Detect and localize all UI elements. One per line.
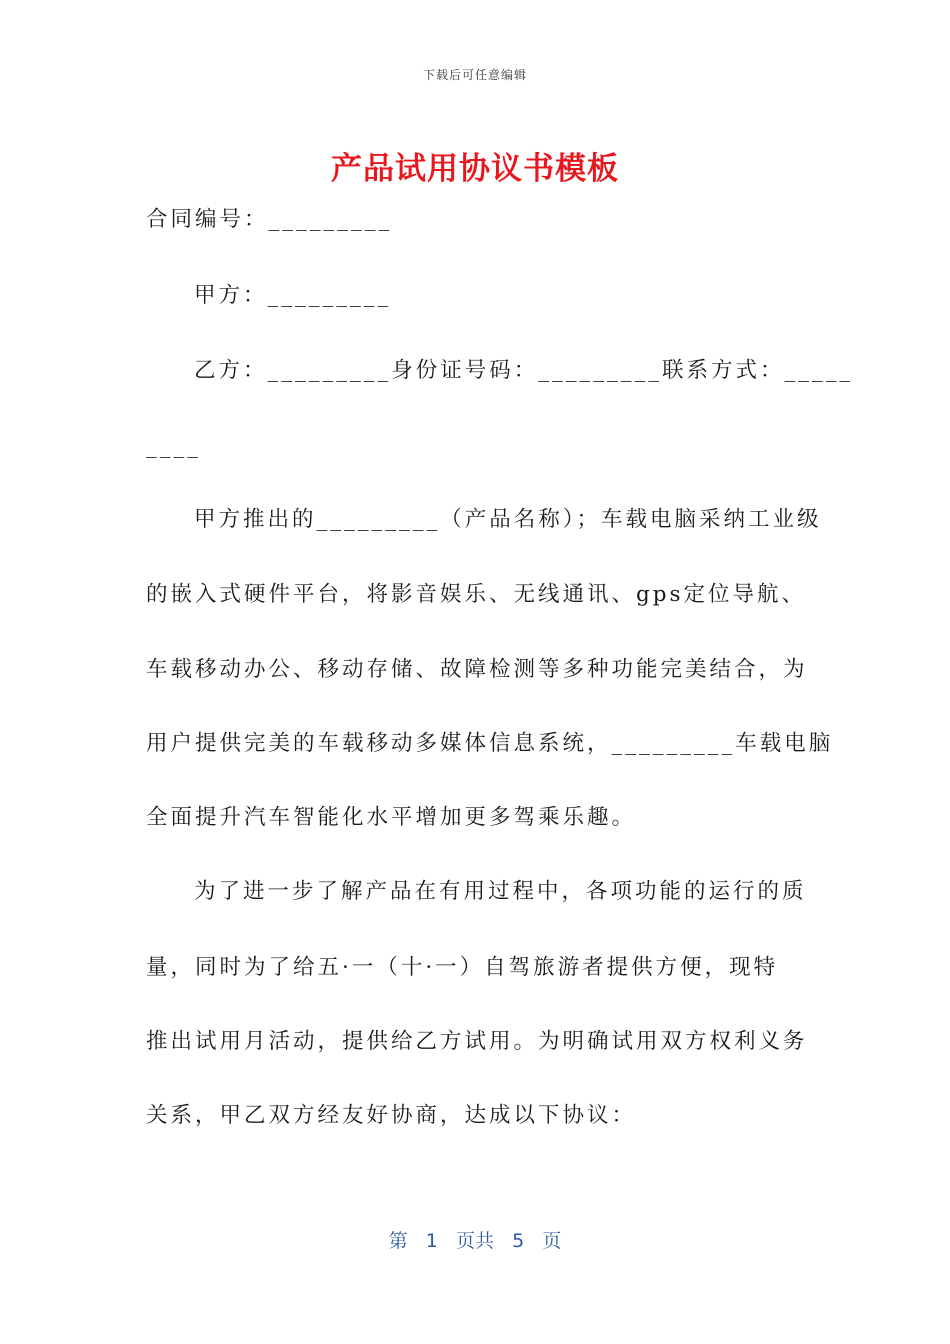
page-number-footer xyxy=(0,1226,950,1253)
paragraph-line: 甲方推出的_________（产品名称）；车载电脑采纳工业级 xyxy=(194,507,822,532)
party-b-line-continued: ____ xyxy=(146,434,201,459)
paragraph-line: 关系，甲乙双方经友好协商，达成以下协议： xyxy=(146,1103,637,1128)
total-pages-number: 5 xyxy=(512,1230,525,1252)
paragraph-line: 的嵌入式硬件平台，将影音娱乐、无线通讯、gps定位导航、 xyxy=(146,582,807,607)
document-title: 产品试用协议书模板 xyxy=(331,151,619,187)
paragraph-line: 用户提供完美的车载移动多媒体信息系统，_________车载电脑 xyxy=(146,731,834,756)
header-note: 下载后可任意编辑 xyxy=(422,68,527,82)
contract-number-line: 合同编号：_________ xyxy=(146,207,393,232)
paragraph-line: 量，同时为了给五·一（十·一）自驾旅游者提供方便，现特 xyxy=(146,955,779,980)
current-page-number: 1 xyxy=(425,1230,438,1252)
paragraph-line: 为了进一步了解产品在有用过程中，各项功能的运行的质 xyxy=(194,879,807,904)
footer-prefix: 第 xyxy=(388,1230,408,1252)
paragraph-line: 车载移动办公、移动存储、故障检测等多种功能完美结合，为 xyxy=(146,657,808,682)
footer-suffix: 页 xyxy=(542,1230,562,1252)
paragraph-line: 全面提升汽车智能化水平增加更多驾乘乐趣。 xyxy=(146,805,637,830)
paragraph-line: 推出试用月活动，提供给乙方试用。为明确试用双方权利义务 xyxy=(146,1029,808,1054)
party-a-line: 甲方：_________ xyxy=(194,283,392,308)
party-b-line: 乙方：_________身份证号码：_________联系方式：_____ xyxy=(194,358,854,383)
footer-middle: 页共 xyxy=(455,1230,494,1252)
